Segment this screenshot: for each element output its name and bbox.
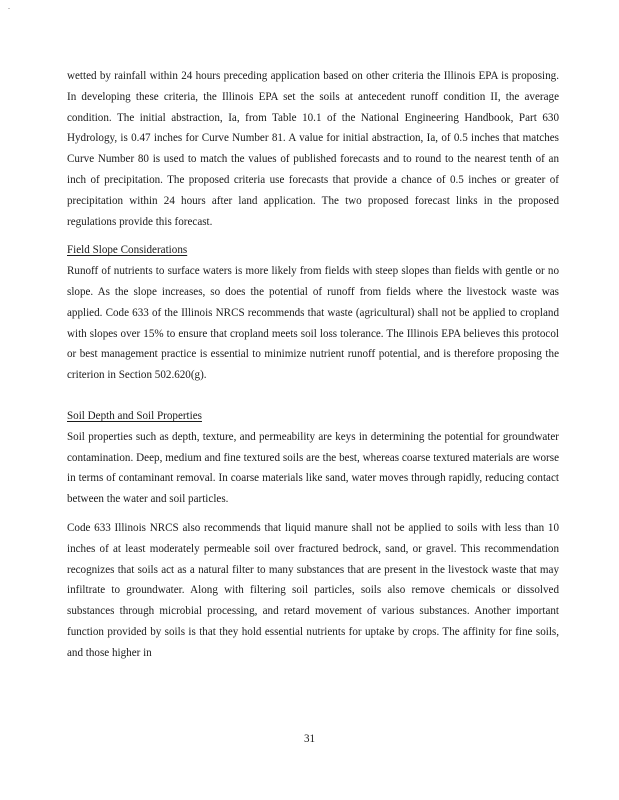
- paragraph-soil-properties: Soil properties such as depth, texture, and permeability are keys in determining the potential for groundwater contamination. Deep, medium and fine textured soils are the best, whereas coarse textured materials are worse in terms of contaminant removal. In coarse materials like sand, water moves through rapidly, reducing contact between the water and soil particles.: [67, 430, 559, 506]
- heading-field-slope: Field Slope Considerations: [67, 244, 188, 257]
- paragraph-rainfall-criteria: wetted by rainfall within 24 hours preceding application based on other criteria the Illinois EPA is proposing. In developing these criteria, the Illinois EPA set the soils at antecedent runoff condition II, the average condition. The initial abstraction, Ia, from Table 10.1 of the National Engineering Handbook, Part 630 Hydrology, is 0.47 inches for Curve Number 81. A value for initial abstraction, Ia, of 0.5 inches that matches Curve Number 80 is used to match the values of published forecasts and to round to the nearest tenth of an inch of precipitation. The proposed criteria use forecasts that provide a chance of 0.5 inches or greater of precipitation within 24 hours after land application. The two proposed forecast links in the proposed regulations provide this forecast.: [67, 70, 559, 228]
- page-number: 31: [303, 733, 316, 745]
- paragraph-field-slope: Runoff of nutrients to surface waters is more likely from fields with steep slopes than fields with gentle or no slope. As the slope increases, so does the potential of runoff from fields where the livestock waste was applied. Code 633 of the Illinois NRCS recommends that waste (agricultural) shall not be applied to cropland with slopes over 15% to ensure that cropland meets soil loss tolerance. The Illinois EPA believes this protocol or best management practice is essential to minimize nutrient runoff potential, and is therefore proposing the criterion in Section 502.620(g).: [67, 265, 559, 382]
- spacer: [67, 386, 559, 406]
- corner-mark: .: [8, 2, 10, 11]
- spacer: [67, 510, 559, 518]
- paragraph-liquid-manure: Code 633 Illinois NRCS also recommends that liquid manure shall not be applied to soils with less than 10 inches of at least moderately permeable soil over fractured bedrock, sand, or gravel. This recommendation recognizes that soils act as a natural filter to many substances that are present in the livestock waste that may infiltrate to groundwater. Along with filtering soil particles, soils also remove chemicals or dissolved substances through microbial processing, and retard movement of various substances. Another important function provided by soils is that they hold essential nutrients for uptake by crops. The affinity for fine soils, and those higher in: [67, 521, 559, 659]
- spacer: [67, 232, 559, 240]
- heading-soil-depth: Soil Depth and Soil Properties: [67, 409, 202, 422]
- document-page: [67, 66, 559, 664]
